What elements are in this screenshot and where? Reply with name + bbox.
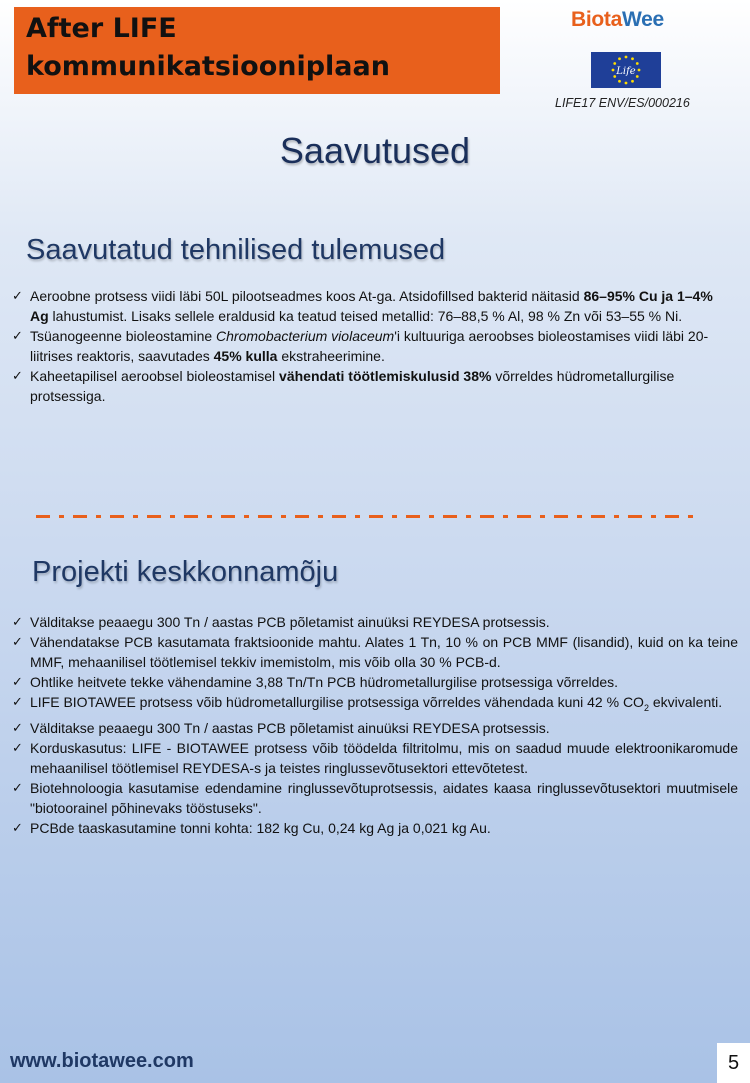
divider-dash bbox=[295, 515, 309, 518]
eu-star bbox=[636, 75, 639, 78]
divider-dash bbox=[406, 515, 420, 518]
eu-star bbox=[613, 62, 616, 65]
divider-dash bbox=[466, 515, 471, 518]
website-link[interactable]: www.biotawee.com bbox=[10, 1050, 194, 1072]
divider-dash bbox=[244, 515, 249, 518]
biotawee-logo bbox=[571, 8, 664, 32]
divider-dash bbox=[688, 515, 693, 518]
divider-dash bbox=[318, 515, 323, 518]
check-icon: ✓ bbox=[12, 368, 23, 383]
list-item: ✓ Välditakse peaaegu 300 Tn / aastas PCB põletamist ainuüksi REYDESA protsessis. bbox=[12, 614, 550, 630]
divider-dash bbox=[480, 515, 494, 518]
eu-star bbox=[636, 62, 639, 65]
divider-dash bbox=[429, 515, 434, 518]
technical-results-list bbox=[12, 286, 730, 406]
divider-dash bbox=[110, 515, 124, 518]
project-code: LIFE17 ENV/ES/000216 bbox=[555, 96, 690, 110]
check-icon: ✓ bbox=[12, 674, 23, 689]
list-item: ✓ Vähendatakse PCB kasutamata fraktsioonide mahtu. Alates 1 Tn, 10 % on PCB MMF (lisandid), kuid on ka teine MMF, mehaanilisel töötlemisel tekkiv imemistolm, mis võib olla 30 % PCB-d. bbox=[12, 634, 738, 670]
list-item: ✓ Kaheetapilisel aeroobsel bioleostamisel vähendati töötlemiskulusid 38% võrreldes hüdrometallurgilise protsessiga. bbox=[12, 368, 675, 404]
check-icon: ✓ bbox=[12, 288, 23, 303]
divider-dash bbox=[207, 515, 212, 518]
list-item: ✓ PCBde taaskasutamine tonni kohta: 182 kg Cu, 0,24 kg Ag ja 0,021 kg Au. bbox=[12, 819, 491, 836]
check-icon: ✓ bbox=[12, 694, 23, 709]
divider-dash bbox=[392, 515, 397, 518]
divider-dash bbox=[503, 515, 508, 518]
section-title-technical-results: Saavutatud tehnilised tulemused bbox=[26, 234, 446, 266]
divider-dash bbox=[540, 515, 545, 518]
eu-star bbox=[625, 82, 628, 85]
title-banner bbox=[14, 7, 500, 94]
check-icon: ✓ bbox=[12, 328, 23, 343]
list-item: ✓ LIFE BIOTAWEE protsess võib hüdrometallurgilise protsessiga võrreldes vähendada kuni 42 % $CO_2$ ekvivalenti. bbox=[12, 694, 723, 713]
divider-dash bbox=[665, 515, 679, 518]
divider-dash bbox=[577, 515, 582, 518]
banner-line-1: After LIFE bbox=[26, 13, 177, 44]
check-icon: ✓ bbox=[12, 739, 23, 755]
environmental-impact-list bbox=[12, 612, 738, 838]
section-title-environmental-impact: Projekti keskkonnamõju bbox=[32, 556, 339, 588]
check-icon: ✓ bbox=[12, 819, 23, 835]
eu-star bbox=[618, 80, 621, 83]
life-logo-text: Life bbox=[616, 66, 636, 77]
page-number: 5 bbox=[717, 1043, 750, 1083]
divider-dash bbox=[443, 515, 457, 518]
divider-dash bbox=[59, 515, 64, 518]
eu-star bbox=[625, 56, 628, 59]
list-item: ✓ Tsüanogeenne bioleostamine Chromobacterium violaceum'i kultuuriga aeroobses bioleostamises viidi läbi 20-liitrises reaktoris, saavutades 45% kulla ekstraheerimine. bbox=[12, 328, 709, 364]
divider-dash bbox=[651, 515, 656, 518]
divider-dash bbox=[332, 515, 346, 518]
divider-dash bbox=[281, 515, 286, 518]
divider-dash bbox=[36, 515, 50, 518]
divider-dash bbox=[147, 515, 161, 518]
banner-line-2: kommunikatsiooniplaan bbox=[26, 51, 390, 82]
dashed-divider bbox=[36, 512, 702, 520]
eu-stars-icon bbox=[591, 52, 661, 88]
divider-dash bbox=[170, 515, 175, 518]
divider-dash bbox=[184, 515, 198, 518]
divider-dash bbox=[355, 515, 360, 518]
list-item: ✓ Biotehnoloogia kasutamise edendamine ringlussevõtuprotsessis, aidates kaasa ringlussevõtusektori muutmisele "biotoorainel põhinevaks tööstuseks". bbox=[12, 779, 738, 816]
divider-dash bbox=[591, 515, 605, 518]
divider-dash bbox=[369, 515, 383, 518]
divider-dash bbox=[221, 515, 235, 518]
eu-star bbox=[638, 69, 641, 72]
divider-dash bbox=[628, 515, 642, 518]
logo-part-1: Biota bbox=[571, 8, 623, 31]
divider-dash bbox=[554, 515, 568, 518]
check-icon: ✓ bbox=[12, 779, 23, 795]
list-item: ✓ Aeroobne protsess viidi läbi 50L pilootseadmes koos At-ga. Atsidofillsed bakterid näitasid 86–95% Cu ja 1–4% Ag lahustumist. Lisaks sellele eraldusid ka teatud teised metallid: 76–88,5 % Al, 98 % Zn või 53–55 % Ni. bbox=[12, 288, 713, 324]
eu-star bbox=[618, 57, 621, 60]
list-item: ✓ Ohtlike heitvete tekke vähendamine 3,88 Tn/Tn PCB hüdrometallurgilise protsessiga võrreldes. bbox=[12, 674, 619, 690]
divider-dash bbox=[96, 515, 101, 518]
divider-dash bbox=[517, 515, 531, 518]
list-item: ✓ Korduskasutus: LIFE - BIOTAWEE protsess võib töödelda filtritolmu, mis on saadud muude elektroonikaromude mehaanilisel töötlemisel REYDESA-s ja teistes ringlussevõtusektori ettevõtetest. bbox=[12, 739, 738, 776]
check-icon: ✓ bbox=[12, 614, 23, 629]
check-icon: ✓ bbox=[12, 634, 23, 649]
divider-dash bbox=[258, 515, 272, 518]
divider-dash bbox=[133, 515, 138, 518]
divider-dash bbox=[73, 515, 87, 518]
divider-dash bbox=[614, 515, 619, 518]
list-item: ✓ Välditakse peaaegu 300 Tn / aastas PCB põletamist ainuüksi REYDESA protsessis. bbox=[12, 719, 550, 736]
eu-star bbox=[631, 57, 634, 60]
eu-star bbox=[612, 69, 615, 72]
eu-life-logo bbox=[591, 52, 661, 88]
eu-star bbox=[631, 80, 634, 83]
page-title: Saavutused bbox=[279, 130, 471, 171]
logo-part-2: Wee bbox=[622, 8, 664, 31]
check-icon: ✓ bbox=[12, 719, 23, 735]
